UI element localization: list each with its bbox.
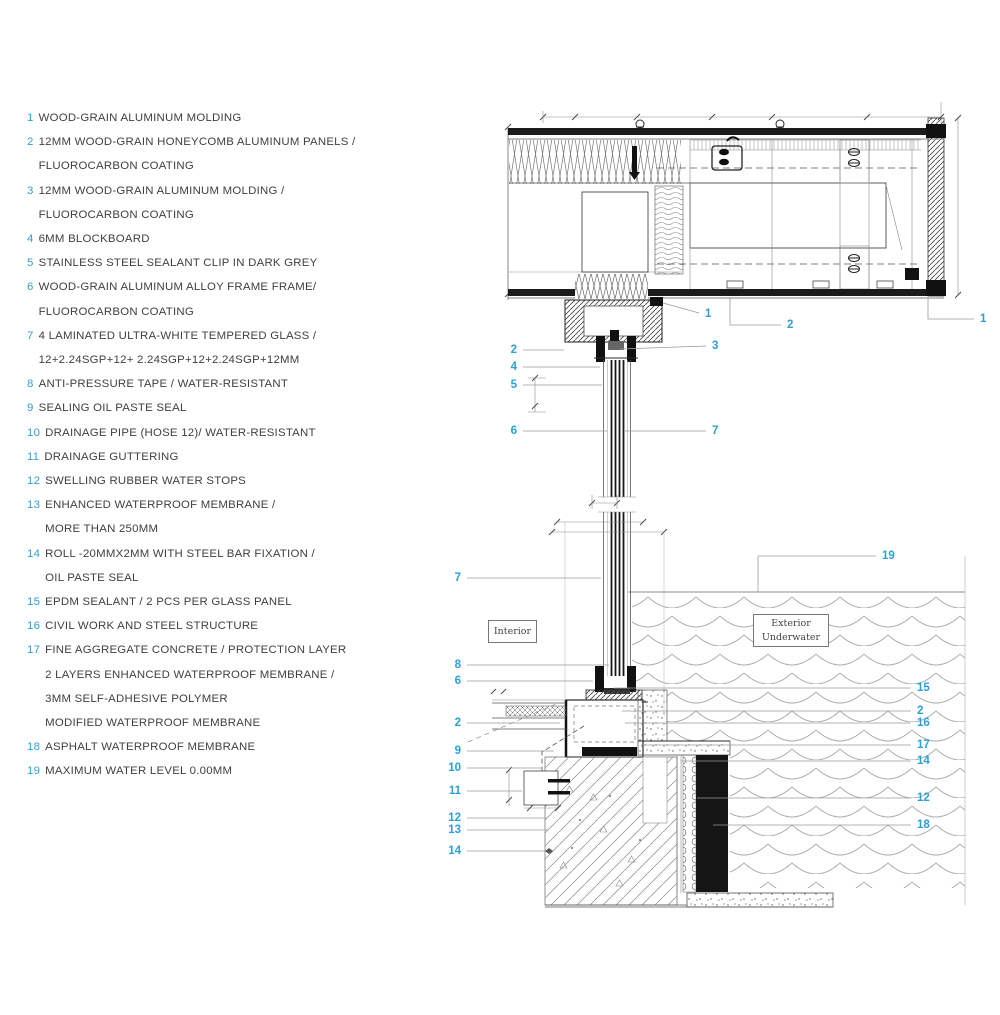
molding-clip [650,297,663,306]
insulation-batt [509,140,681,184]
callout-8: 8 [454,659,461,671]
deck-corrugation [690,140,921,150]
panel-clip [727,281,893,288]
legend-item-text: MAXIMUM WATER LEVEL 0.00MM [45,765,233,778]
leader-line [928,298,974,319]
water-region [628,556,965,905]
legend-item-number: 5 [27,257,34,270]
concrete-ledge [638,741,730,755]
interior-label: Interior [488,620,537,643]
callout-2: 2 [510,344,517,356]
footing-strip [687,893,833,907]
callout-19: 19 [882,550,895,562]
legend-item-number: 11 [27,450,40,463]
legend-item-number: 12 [27,475,41,488]
callout-9: 9 [454,745,461,757]
callout-18: 18 [917,819,930,831]
legend-item-text: ENHANCED WATERPROOF MEMBRANE / MORE THAN 250MM [45,499,276,536]
legend-item-text: ASPHALT WATERPROOF MEMBRANE [45,741,256,754]
legend-item-text: ANTI-PRESSURE TAPE / WATER-RESISTANT [38,378,289,391]
beam-box [582,192,648,272]
callout-15: 15 [917,682,930,694]
ceiling-assembly [505,102,961,300]
legend-item-number: 19 [27,765,41,778]
callout-16: 16 [917,717,930,729]
callout-2: 2 [787,319,794,331]
callout-7: 7 [712,425,719,437]
callout-7: 7 [454,572,461,584]
leader-line [758,556,876,592]
legend-item-text: EPDM SEALANT / 2 PCS PER GLASS PANEL [45,596,292,609]
legend-item-text: 6MM BLOCKBOARD [38,233,150,246]
legend-item-text: SWELLING RUBBER WATER STOPS [45,475,247,488]
callout-12: 12 [917,792,930,804]
insulation-strip [655,186,683,274]
roof-top-plate [508,128,944,135]
legend-item-text: 12MM WOOD-GRAIN HONEYCOMB ALUMINUM PANELS / FLUOROCARBON COATING [38,136,356,173]
callout-2: 2 [454,717,461,729]
legend-item-text: 12MM WOOD-GRAIN ALUMINUM MOLDING / FLUOROCARBON COATING [38,184,285,221]
callout-1: 1 [980,313,987,325]
callout-6: 6 [454,675,461,687]
legend-item-number: 1 [27,112,34,124]
callout-3: 3 [712,340,719,352]
laminated-glass-lower [598,512,636,676]
legend-item-text: SEALING OIL PASTE SEAL [38,402,187,415]
legend-item-text: WOOD-GRAIN ALUMINUM ALLOY FRAME FRAME/ FLUOROCARBON COATING [38,281,317,318]
blockboard-strip [582,747,637,756]
insulation-tuft [575,274,648,299]
legend-item-number: 14 [27,547,41,560]
legend-item-number: 7 [27,329,34,342]
legend-item-number: 17 [27,644,41,657]
legend-item-text: DRAINAGE PIPE (HOSE 12)/ WATER-RESISTANT [45,426,316,439]
concrete-column [638,690,667,741]
honeycomb-panel [690,183,886,248]
anchor-hook-icon [636,120,784,128]
legend-item-number: 4 [27,233,34,246]
legend-item-number: 6 [27,281,34,294]
callout-14: 14 [448,845,461,857]
ceiling-bottom-plate [508,289,944,296]
legend-item-text: FINE AGGREGATE CONCRETE / PROTECTION LAYER 2 LAYERS ENHANCED WATERPROOF MEMBRANE / 3MM SELF-ADHESIVE POLYMER MODIFIED WATERPROOF MEMBRANE [45,644,347,730]
legend-item-text: 4 LAMINATED ULTRA-WHITE TEMPERED GLASS / 12+2.24SGP+12+ 2.24SGP+12+2.24SGP+12MM [38,329,317,367]
legend-item-number: 13 [27,499,41,512]
legend-item-number: 8 [27,378,34,391]
legend-item-number: 3 [27,184,34,197]
leader-line [663,303,699,313]
legend-item-number: 15 [27,596,41,609]
curb [566,700,643,757]
legend-item-number: 18 [27,741,41,754]
legend-item-text: WOOD-GRAIN ALUMINUM MOLDING [38,112,242,124]
asphalt-membrane [696,755,728,892]
legend-item-number: 16 [27,620,41,633]
legend-item-number: 10 [27,426,41,439]
leader-line [730,298,781,325]
legend-item-number: 2 [27,136,34,149]
callout-4: 4 [510,361,517,373]
callout-11: 11 [448,785,461,797]
callout-17: 17 [917,739,930,751]
legend-item-number: 9 [27,402,34,415]
drainage-board [683,755,696,892]
callout-14: 14 [917,755,930,767]
legend-item-text: STAINLESS STEEL SEALANT CLIP IN DARK GREY [38,257,318,270]
laminated-glass-upper [598,360,636,497]
legend-item-text: DRAINAGE GUTTERING [44,450,179,463]
callout-13: 13 [448,824,461,836]
callout-10: 10 [448,762,461,774]
exterior-underwater-label: Exterior Underwater [753,614,829,647]
callout-12: 12 [448,812,461,824]
callout-5: 5 [510,379,517,391]
legend-item-text: ROLL -20MMX2MM WITH STEEL BAR FIXATION / OIL PASTE SEAL [45,547,315,584]
callout-2: 2 [917,705,924,717]
callout-6: 6 [510,425,517,437]
legend-item-text: CIVIL WORK AND STEEL STRUCTURE [45,620,259,633]
callout-1: 1 [705,308,712,320]
